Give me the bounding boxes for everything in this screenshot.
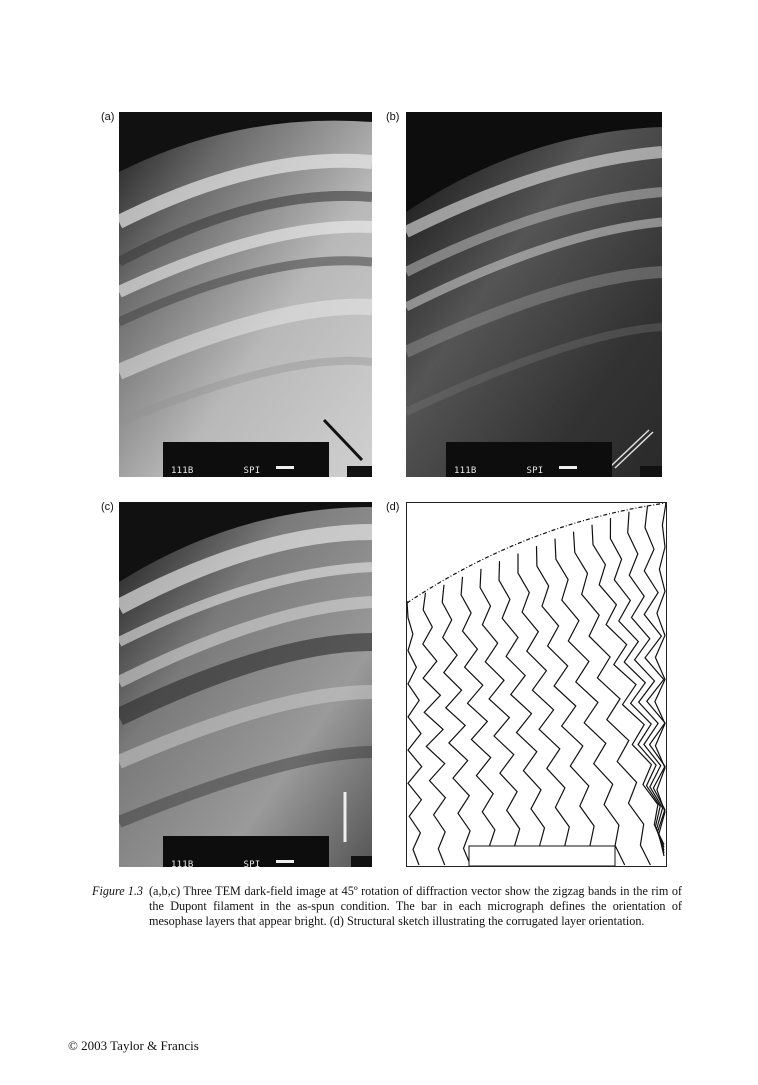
micrograph-a-image xyxy=(119,112,372,477)
scale-bar-b xyxy=(559,466,577,469)
scale-info-b xyxy=(446,442,612,477)
scale-line1-right-c: SPI xyxy=(243,860,261,867)
micrograph-a xyxy=(119,112,372,477)
scale-bar-c xyxy=(276,860,294,863)
scale-line1-left-c: 111B xyxy=(171,860,194,867)
scale-info-a xyxy=(163,442,329,477)
corrugated-layer-line xyxy=(628,512,664,851)
scale-info-c xyxy=(163,836,329,867)
corrugated-layer-line xyxy=(407,601,422,865)
micrograph-c xyxy=(119,502,372,867)
corrugated-layer-line xyxy=(537,546,600,865)
caption-text: (a,b,c) Three TEM dark-field image at 45º rotation of diffraction vector show the zigzag bands in the rim of the Dupont filament in the as-spun condition. The bar in each micrograph defines the orientation of mesophase layers that appear bright. (d) Structural sketch illustrating the corrugated layer orientation. xyxy=(149,884,682,928)
scale-line1-left-b: 111B xyxy=(454,466,477,476)
corrugated-layer-line xyxy=(480,569,522,865)
panel-label-a: (a) xyxy=(101,111,115,123)
scale-line1-right-a: SPI xyxy=(243,466,261,476)
corrugated-layer-line xyxy=(461,577,496,865)
figure-label: Figure 1.3 xyxy=(92,884,143,898)
panel-label-b: (b) xyxy=(386,111,400,123)
scale-bar-a xyxy=(276,466,294,469)
corrugated-layer-line xyxy=(499,561,548,865)
corrugated-layer-line xyxy=(555,539,625,865)
scale-line1-left-a: 111B xyxy=(171,466,194,476)
figure-caption xyxy=(92,884,682,929)
corrugated-layer-line xyxy=(423,593,446,865)
panel-label-c: (c) xyxy=(101,501,114,513)
panel-label-d: (d) xyxy=(386,501,400,513)
sketch-drawing xyxy=(407,503,666,866)
structural-sketch-d xyxy=(406,502,667,867)
micrograph-b-image xyxy=(406,112,662,477)
scale-line1-right-b: SPI xyxy=(526,466,544,476)
micrograph-b xyxy=(406,112,662,477)
micrograph-c-image xyxy=(119,502,372,867)
copyright-notice: © 2003 Taylor & Francis xyxy=(68,1038,199,1053)
corrugated-layer-line xyxy=(442,585,470,865)
